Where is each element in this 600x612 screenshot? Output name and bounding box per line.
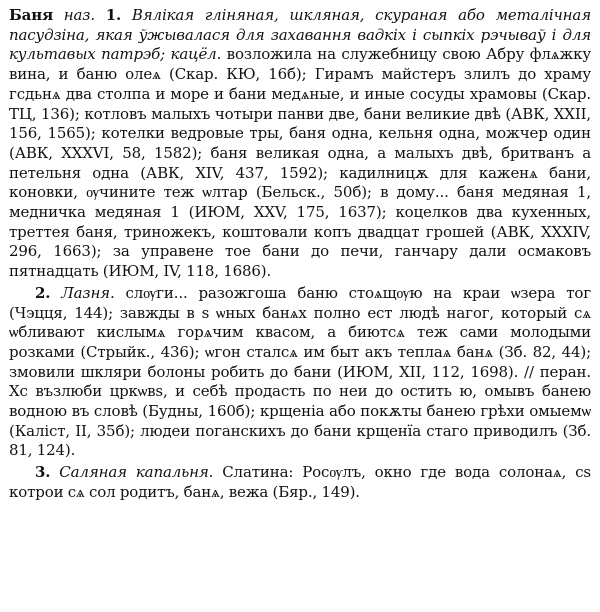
sense-citations: Слатина: Росѹлъ, окно где вода солонаѧ, сѕ котрои сѧ сол родитъ, банѧ, вежа (Бяр., 149). [9, 463, 591, 501]
sense-number: 1. [105, 6, 122, 24]
sense-1 [9, 6, 591, 282]
sense-2 [9, 284, 591, 461]
sense-definition: Вялікая гліняная, шкляная, скураная або металічная пасудзіна, якая ўжывалася для захавання вадкіх і сыпкіх рэчываў і для культавых патрэб; кацёл. [9, 6, 591, 64]
sense-definition: Лазня. [61, 283, 115, 302]
sense-3 [9, 463, 591, 502]
sense-number: 2. [35, 283, 51, 302]
dictionary-entry [9, 6, 591, 503]
sense-citations: слѹги... разожгоша баню стоѧщѹю на краи ѡзера тог (Чэцця, 144); завжды в ѕ ѡных банѧх полно ест людѣ нагог, который сѧ ѡбливают кислымѧ горѧчим квасом, а биютсѧ теж сами молодыми розками (Стрыйк., 436); ѡгон сталсѧ им быт акъ теплаѧ банѧ (Зб. 82, 44); змовили шкляри болоны робить до бани (ИЮМ, XII, 112, 1698). // перан. Хс възлюби цркѡвѕ, и себѣ продасть по неи до остить ю, омывъ банею водною въ словѣ (Будны, 160б); крщеніа або покѫты банею грѣхи омыемѡ (Каліст, II, 35б); людеи поганскихъ до бани крщенїа стаго приводилъ (Зб. 81, 124). [9, 283, 591, 460]
sense-number: 3. [35, 463, 51, 482]
grammar-label: наз. [63, 6, 95, 24]
sense-citations: возложила на служебницу свою Абру флѧжку вина, и баню олеѧ (Скар. КЮ, 16б); Гирамъ майстеръ злилъ до храму гсдьнѧ два столпа и море и бани медѧные, и иные сосуды храмовы (Скар. ТЦ, 136); котловъ малыхъ чотыри панви две, бани великие двѣ (АВК, XXII, 156, 1565); котелки ведровые тры, баня одна, кельня одна, можчер один (АВК, XXXVI, 58, 1582); баня великая одна, а малыхъ двѣ, бритванъ а петельня одна (АВК, XIV, 437, 1592); кадилницѫ для каженѧ бани, коновки, ѹчините теж ѡлтар (Бельск., 50б); в дому... баня медяная 1, медничка медяная 1 (ИЮМ, XXV, 175, 1637); коцелков два кухенных, треттея баня, триножекъ, коштовали копъ двадцат грошей (АВК, XXXIV, 296, 1663); за управене тое бани до печи, ганчару дали осмаковъ пятнадцать (ИЮМ, IV, 118, 1686). [9, 45, 591, 281]
headword: Баня [9, 6, 53, 24]
sense-definition: Саляная капальня. [59, 463, 214, 482]
